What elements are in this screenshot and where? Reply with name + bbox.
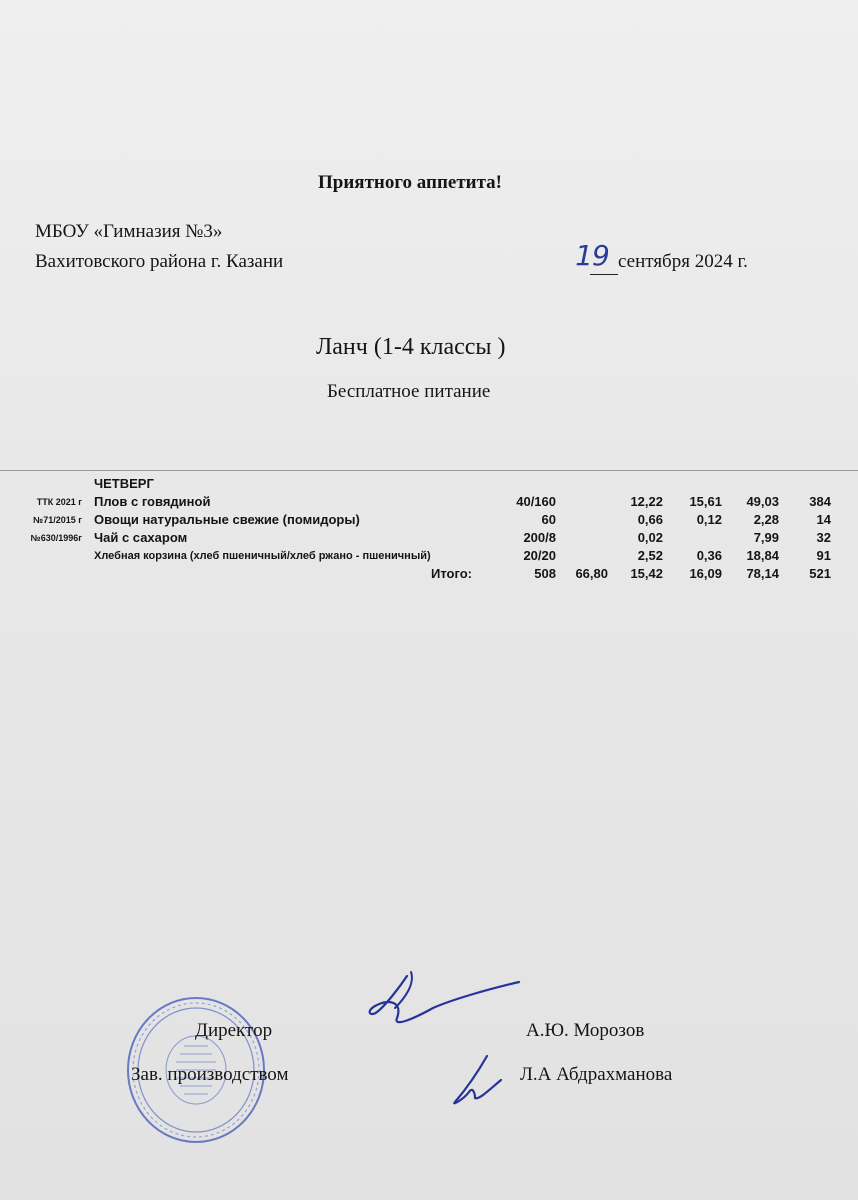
org-district: Вахитовского района г. Казани	[35, 251, 284, 272]
table-row	[0, 494, 858, 511]
dish-carbs: 2,28	[753, 512, 779, 527]
total-protein: 15,42	[630, 566, 663, 581]
meal-subtitle: Бесплатное питание	[327, 381, 491, 402]
dish-protein: 0,66	[637, 512, 663, 527]
director-title: Директор	[195, 1020, 273, 1041]
manager-name: Л.А Абдрахманова	[520, 1064, 673, 1085]
dish-carbs: 49,03	[746, 494, 779, 509]
total-energy: 521	[809, 566, 831, 581]
dish-weight: 200/8	[523, 530, 556, 545]
table-row	[0, 512, 858, 529]
manager-title: Зав. производством	[131, 1064, 289, 1085]
date-month-year: сентября 2024 г.	[618, 251, 748, 272]
total-label: Итого:	[431, 566, 472, 581]
date-underline	[590, 274, 618, 275]
total-carbs: 78,14	[746, 566, 779, 581]
org-name: МБОУ «Гимназия №3»	[35, 221, 223, 242]
dish-name: Овощи натуральные свежие (помидоры)	[94, 512, 360, 527]
dish-name: Чай с сахаром	[94, 530, 188, 545]
date-day-handwritten: 19	[575, 239, 609, 272]
dish-protein: 2,52	[637, 548, 663, 563]
dish-carbs: 7,99	[753, 530, 779, 545]
dish-energy: 32	[816, 530, 831, 545]
dish-weight: 20/20	[523, 548, 556, 563]
dish-protein: 12,22	[630, 494, 663, 509]
dish-fat: 0,36	[696, 548, 722, 563]
greeting: Приятного аппетита!	[318, 172, 503, 193]
menu-day-row	[0, 476, 858, 493]
total-row	[0, 566, 858, 583]
dish-fat: 0,12	[696, 512, 722, 527]
dish-weight: 60	[541, 512, 556, 527]
table-top-rule	[0, 470, 858, 471]
menu-day: ЧЕТВЕРГ	[94, 476, 154, 491]
dish-energy: 384	[809, 494, 831, 509]
dish-protein: 0,02	[637, 530, 663, 545]
manager-signature	[445, 1050, 515, 1110]
director-name: А.Ю. Морозов	[526, 1020, 645, 1041]
dish-fat: 15,61	[689, 494, 722, 509]
dish-energy: 14	[816, 512, 831, 527]
recipe-code: №630/1996г	[30, 533, 82, 543]
recipe-code: №71/2015 г	[33, 515, 82, 525]
meal-title: Ланч (1-4 классы )	[316, 334, 506, 360]
dish-carbs: 18,84	[746, 548, 779, 563]
total-fat: 16,09	[689, 566, 722, 581]
dish-energy: 91	[816, 548, 831, 563]
total-price: 66,80	[575, 566, 608, 581]
total-weight: 508	[534, 566, 556, 581]
table-row	[0, 548, 858, 565]
table-row	[0, 530, 858, 547]
director-signature	[355, 968, 525, 1038]
dish-weight: 40/160	[516, 494, 556, 509]
dish-name: Хлебная корзина (хлеб пшеничный/хлеб ржано - пшеничный)	[94, 550, 431, 562]
recipe-code: ТТК 2021 г	[36, 497, 82, 507]
dish-name: Плов с говядиной	[94, 494, 211, 509]
